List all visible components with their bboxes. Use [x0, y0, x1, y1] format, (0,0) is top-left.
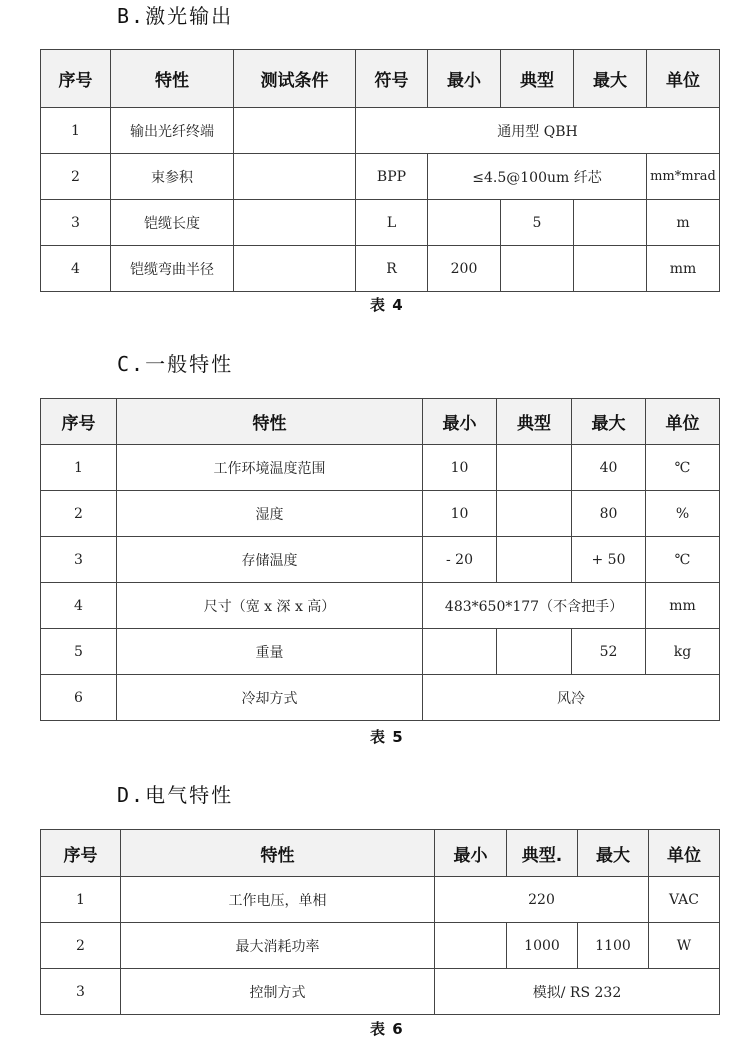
cell-condition: [234, 108, 356, 154]
cell-merged-value: 风冷: [423, 675, 720, 721]
cell-max: 52: [572, 629, 646, 675]
cell-unit: VAC: [649, 877, 720, 923]
cell-condition: [234, 246, 356, 292]
cell-no: 1: [41, 445, 117, 491]
cell-typ: [497, 491, 572, 537]
cell-merged-value: ≤4.5@100um 纤芯: [428, 154, 647, 200]
cell-merged-value: 483*650*177（不含把手）: [423, 583, 646, 629]
header-no: 序号: [41, 50, 111, 108]
cell-unit: ℃: [646, 537, 720, 583]
header-unit: 单位: [646, 399, 720, 445]
cell-property: 湿度: [117, 491, 423, 537]
section-c-heading: C.一般特性: [117, 352, 234, 376]
cell-min: 10: [423, 491, 497, 537]
cell-no: 2: [41, 154, 111, 200]
cell-typ: [501, 246, 574, 292]
cell-property: 工作电压，单相: [121, 877, 435, 923]
section-d-heading: D.电气特性: [117, 783, 234, 807]
cell-no: 5: [41, 629, 117, 675]
table-header-row: [41, 50, 720, 108]
header-min: 最小: [428, 50, 501, 108]
header-symbol: 符号: [356, 50, 428, 108]
cell-typ: 1000: [507, 923, 578, 969]
cell-no: 2: [41, 923, 121, 969]
cell-typ: [497, 445, 572, 491]
header-typ: 典型: [497, 399, 572, 445]
table-row: [41, 969, 720, 1015]
table-header-row: [41, 830, 720, 877]
cell-property: 输出光纤终端: [111, 108, 234, 154]
cell-typ: 5: [501, 200, 574, 246]
cell-property: 铠缆长度: [111, 200, 234, 246]
header-max: 最大: [574, 50, 647, 108]
section-b-heading: B.激光输出: [117, 4, 234, 28]
cell-unit: ℃: [646, 445, 720, 491]
cell-max: 40: [572, 445, 646, 491]
header-unit: 单位: [647, 50, 720, 108]
table-5-caption: 表 5: [370, 728, 404, 746]
cell-merged-value: 220: [435, 877, 649, 923]
cell-unit: mm: [646, 583, 720, 629]
table-4-caption: 表 4: [370, 296, 404, 314]
cell-property: 重量: [117, 629, 423, 675]
cell-property: 束参积: [111, 154, 234, 200]
cell-no: 3: [41, 969, 121, 1015]
cell-no: 3: [41, 537, 117, 583]
header-condition: 测试条件: [234, 50, 356, 108]
cell-no: 1: [41, 877, 121, 923]
header-property: 特性: [117, 399, 423, 445]
table-row: [41, 108, 720, 154]
cell-max: 1100: [578, 923, 649, 969]
cell-merged-value: 通用型 QBH: [356, 108, 720, 154]
cell-no: 6: [41, 675, 117, 721]
table-row: [41, 246, 720, 292]
table-row: [41, 200, 720, 246]
cell-min: [428, 200, 501, 246]
cell-no: 4: [41, 246, 111, 292]
cell-property: 工作环境温度范围: [117, 445, 423, 491]
cell-min: [423, 629, 497, 675]
cell-no: 3: [41, 200, 111, 246]
cell-no: 2: [41, 491, 117, 537]
table-row: [41, 675, 720, 721]
cell-min: 200: [428, 246, 501, 292]
cell-property: 尺寸（宽 x 深 x 高）: [117, 583, 423, 629]
cell-property: 存储温度: [117, 537, 423, 583]
cell-unit: %: [646, 491, 720, 537]
table-row: [41, 583, 720, 629]
cell-no: 4: [41, 583, 117, 629]
header-property: 特性: [121, 830, 435, 877]
header-min: 最小: [423, 399, 497, 445]
table-row: [41, 154, 720, 200]
cell-property: 最大消耗功率: [121, 923, 435, 969]
cell-max: [574, 200, 647, 246]
cell-symbol: L: [356, 200, 428, 246]
table-row: [41, 537, 720, 583]
cell-unit: m: [647, 200, 720, 246]
cell-unit: mm*mrad: [647, 154, 720, 200]
electrical-properties-table: [40, 829, 720, 1015]
laser-output-table: [40, 49, 720, 292]
cell-no: 1: [41, 108, 111, 154]
cell-unit: W: [649, 923, 720, 969]
header-max: 最大: [578, 830, 649, 877]
cell-max: + 50: [572, 537, 646, 583]
header-min: 最小: [435, 830, 507, 877]
cell-property: 铠缆弯曲半径: [111, 246, 234, 292]
header-property: 特性: [111, 50, 234, 108]
header-typ: 典型: [501, 50, 574, 108]
general-properties-table: [40, 398, 720, 721]
header-no: 序号: [41, 830, 121, 877]
header-no: 序号: [41, 399, 117, 445]
cell-max: 80: [572, 491, 646, 537]
table-row: [41, 491, 720, 537]
cell-typ: [497, 537, 572, 583]
cell-merged-value: 模拟/ RS 232: [435, 969, 720, 1015]
cell-unit: kg: [646, 629, 720, 675]
cell-min: [435, 923, 507, 969]
table-row: [41, 923, 720, 969]
cell-symbol: R: [356, 246, 428, 292]
header-typ: 典型.: [507, 830, 578, 877]
table-header-row: [41, 399, 720, 445]
cell-condition: [234, 154, 356, 200]
table-row: [41, 629, 720, 675]
cell-min: - 20: [423, 537, 497, 583]
cell-max: [574, 246, 647, 292]
table-row: [41, 445, 720, 491]
cell-property: 冷却方式: [117, 675, 423, 721]
cell-typ: [497, 629, 572, 675]
cell-unit: mm: [647, 246, 720, 292]
table-6-caption: 表 6: [370, 1020, 404, 1038]
cell-property: 控制方式: [121, 969, 435, 1015]
table-row: [41, 877, 720, 923]
header-max: 最大: [572, 399, 646, 445]
header-unit: 单位: [649, 830, 720, 877]
cell-condition: [234, 200, 356, 246]
cell-symbol: BPP: [356, 154, 428, 200]
cell-min: 10: [423, 445, 497, 491]
